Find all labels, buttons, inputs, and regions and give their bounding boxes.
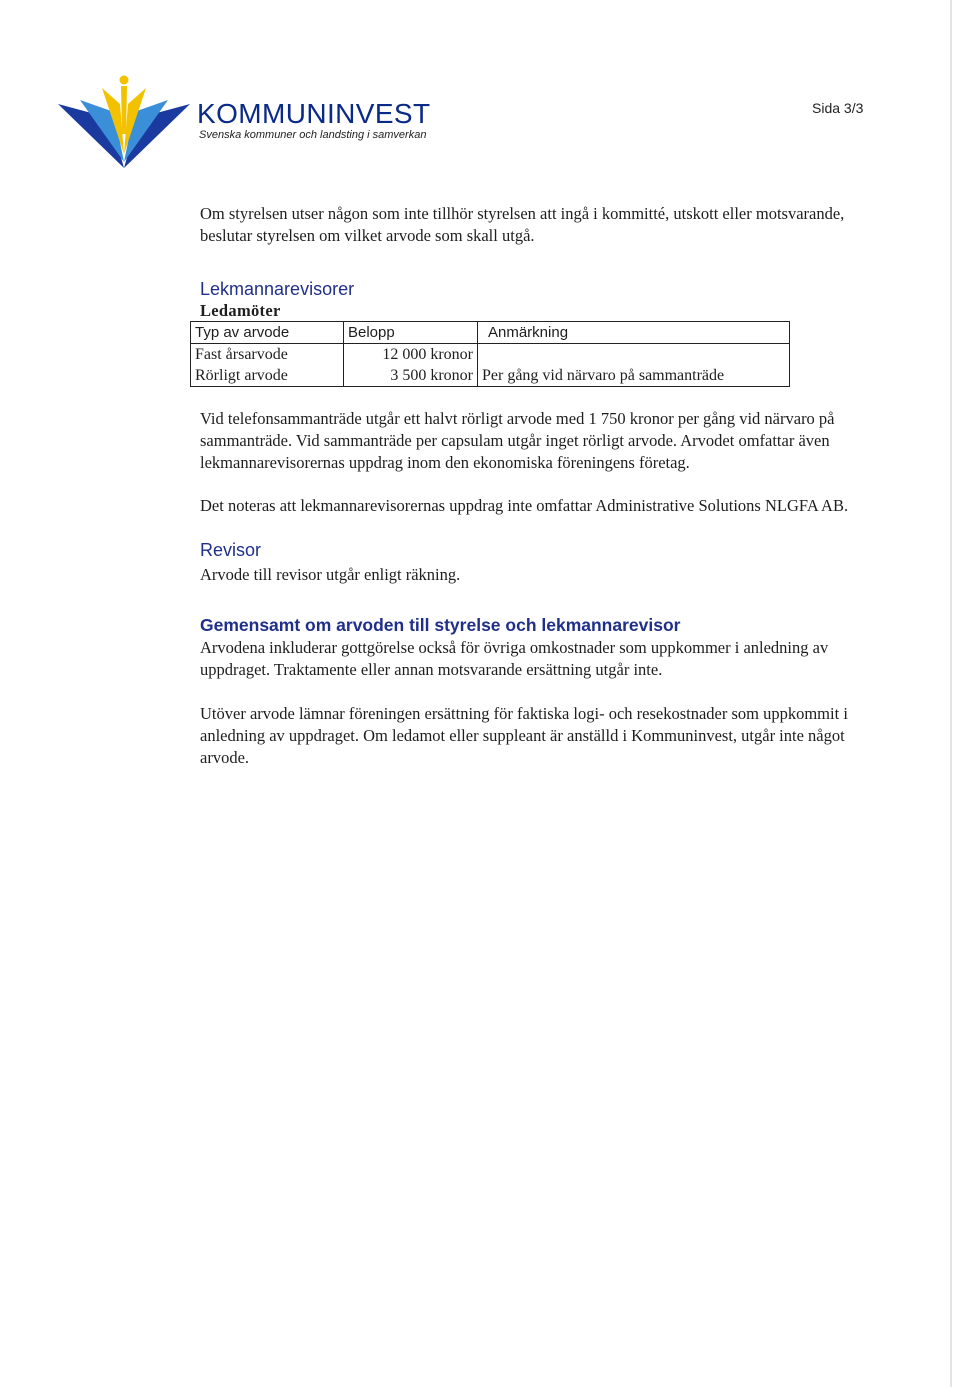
page-number: Sida 3/3 xyxy=(812,100,864,116)
kommuninvest-logo-icon xyxy=(58,74,190,170)
page-edge-line xyxy=(950,0,952,1387)
table-row xyxy=(191,344,790,366)
table-header-cell: Anmärkning xyxy=(478,322,790,344)
table-row xyxy=(191,365,790,387)
gemensamt-paragraph-1: Arvodena inkluderar gottgörelse också för övriga omkostnader som uppkommer i anledning av uppdraget. Traktamente eller annan motsvarande ersättning utgår inte. xyxy=(200,638,829,679)
table-cell-type: Fast årsarvode xyxy=(191,344,344,366)
table-cell-type: Rörligt arvode xyxy=(191,365,344,387)
fee-paragraph-2: Det noteras att lekmannarevisorernas uppdrag inte omfattar Administrative Solutions NLGFA AB. xyxy=(200,496,849,515)
table-cell-amount: 12 000 kronor xyxy=(344,344,478,366)
intro-paragraph: Om styrelsen utser någon som inte tillhör styrelsen att ingå i kommitté, utskott eller motsvarande, beslutar styrelsen om vilket arvode som skall utgå. xyxy=(200,204,845,245)
table-header-cell: Belopp xyxy=(344,322,478,344)
table-header-row xyxy=(191,322,790,344)
table-cell-amount: 3 500 kronor xyxy=(344,365,478,387)
table-header-cell: Typ av arvode xyxy=(191,322,344,344)
section-heading-gemensamt: Gemensamt om arvoden till styrelse och lekmannarevisor xyxy=(200,615,681,635)
section-heading-lekmannarevisorer: Lekmannarevisorer xyxy=(200,279,355,299)
fee-table xyxy=(190,321,790,387)
gemensamt-paragraph-2: Utöver arvode lämnar föreningen ersättning för faktiska logi- och resekostnader som uppkommit i anledning av uppdraget. Om ledamot eller suppleant är anställd i Kommuninvest, utgår inte något arvode. xyxy=(200,704,848,767)
revisor-paragraph: Arvode till revisor utgår enligt räkning. xyxy=(200,565,461,584)
document-body xyxy=(195,203,850,769)
subheading-ledamoter: Ledamöter xyxy=(200,301,281,320)
table-cell-note xyxy=(478,344,790,366)
fee-paragraph-1: Vid telefonsammanträde utgår ett halvt rörligt arvode med 1 750 kronor per gång vid närvaro på sammanträde. Vid sammanträde per capsulam utgår inget rörligt arvode. Arvodet omfattar även lekmannarevisorernas uppdrag inom den ekonomiska föreningens företag. xyxy=(200,409,835,472)
table-cell-note: Per gång vid närvaro på sammanträde xyxy=(478,365,790,387)
brand-name: KOMMUNINVEST xyxy=(197,98,431,129)
section-heading-revisor: Revisor xyxy=(200,540,262,560)
brand-tagline: Svenska kommuner och landsting i samverkan xyxy=(199,129,427,141)
